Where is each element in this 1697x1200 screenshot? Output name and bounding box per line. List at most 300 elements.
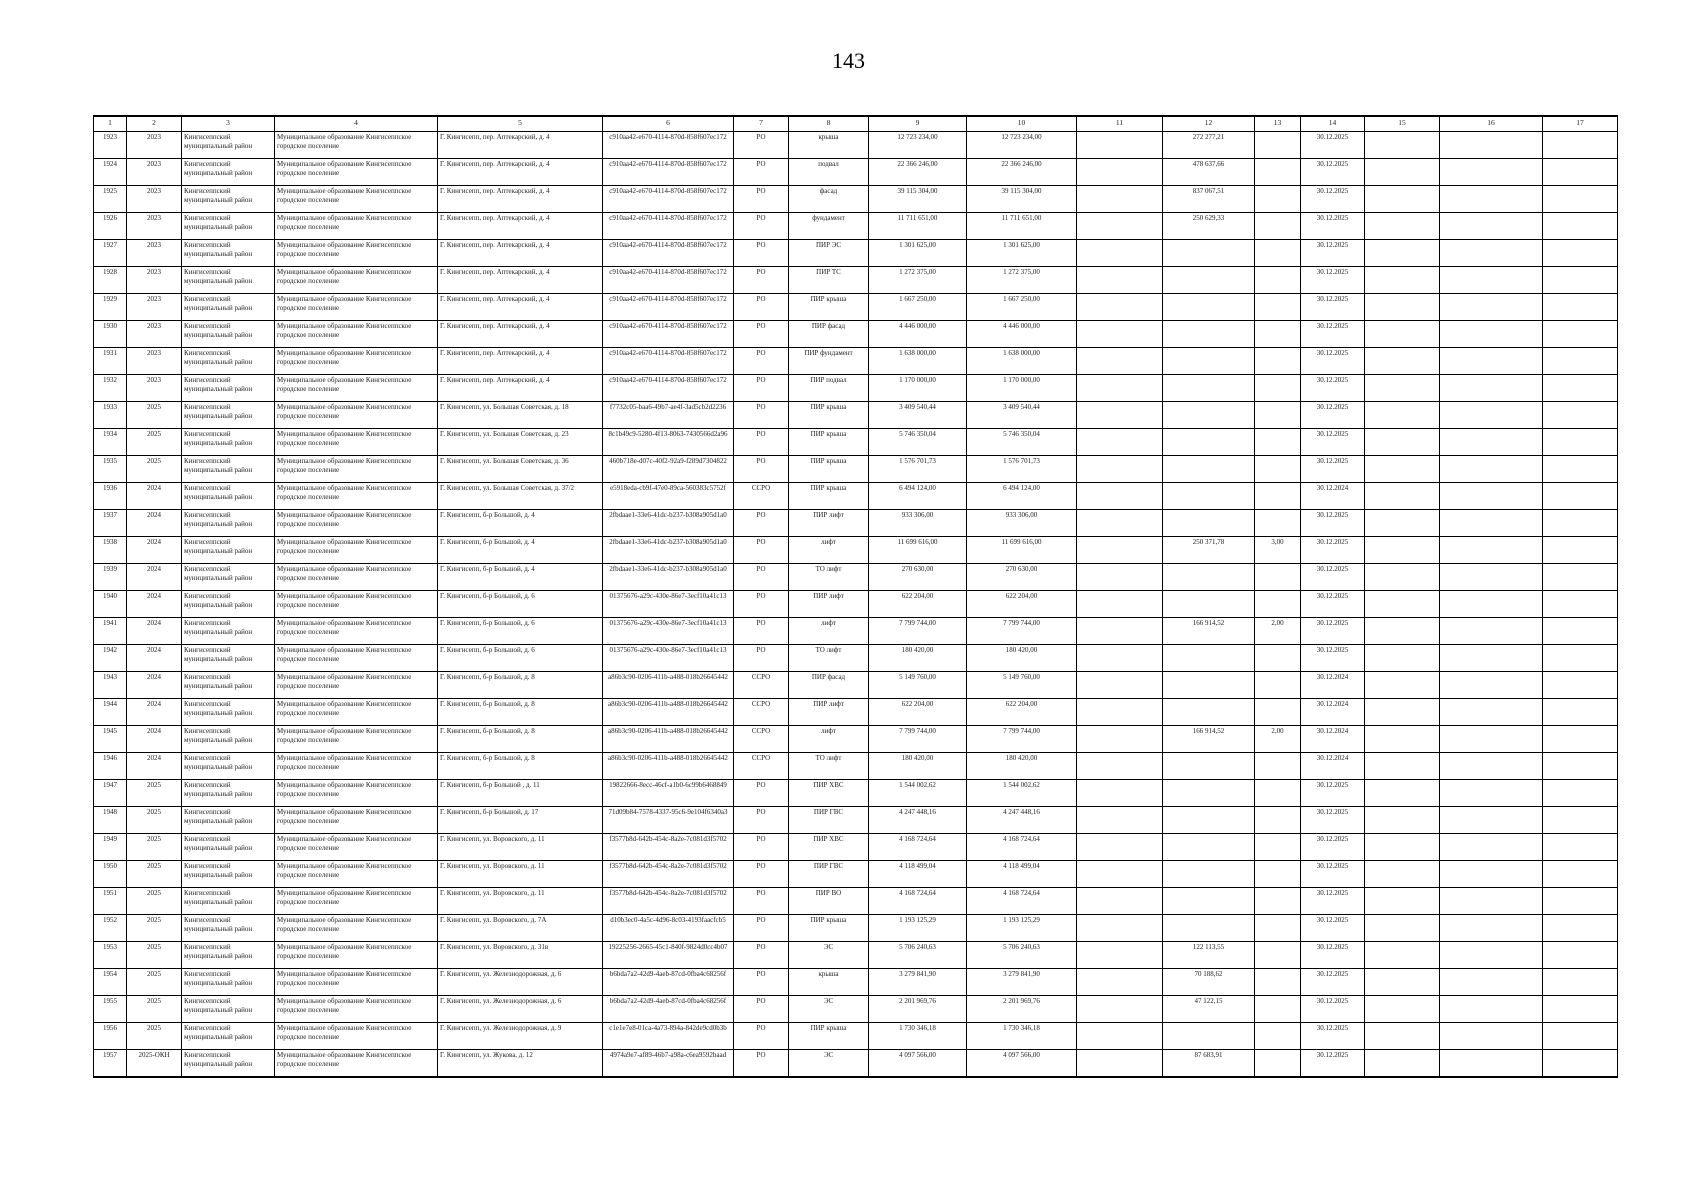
cell-col-7: РО — [734, 1023, 789, 1050]
cell-col-13: 2,00 — [1255, 726, 1301, 753]
cell-col-5: Г. Кингисепп, пер. Аптекарский, д. 4 — [438, 294, 603, 321]
cell-col-14: 30.12.2025 — [1301, 807, 1365, 834]
cell-col-16 — [1440, 645, 1543, 672]
cell-col-15 — [1365, 537, 1440, 564]
cell-col-12 — [1163, 645, 1255, 672]
cell-col-10: 4 097 566,00 — [967, 1050, 1077, 1078]
column-number-11: 11 — [1077, 116, 1163, 132]
table-row — [94, 672, 1618, 699]
cell-col-11 — [1077, 726, 1163, 753]
cell-col-11 — [1077, 375, 1163, 402]
cell-col-4: Муниципальное образование Кингисеппское городское поселение — [275, 537, 438, 564]
cell-col-1: 1935 — [94, 456, 127, 483]
cell-col-2: 2025 — [127, 996, 182, 1023]
cell-col-1: 1937 — [94, 510, 127, 537]
cell-col-14: 30.12.2025 — [1301, 861, 1365, 888]
cell-col-10: 6 494 124,00 — [967, 483, 1077, 510]
table-row — [94, 456, 1618, 483]
cell-col-6: c910aa42-e670-4114-870d-858f607ec172 — [603, 186, 734, 213]
cell-col-12 — [1163, 564, 1255, 591]
cell-col-4: Муниципальное образование Кингисеппское городское поселение — [275, 1050, 438, 1078]
cell-col-4: Муниципальное образование Кингисеппское городское поселение — [275, 510, 438, 537]
cell-col-8: крыша — [789, 132, 869, 159]
cell-col-12 — [1163, 672, 1255, 699]
cell-col-14: 30.12.2024 — [1301, 753, 1365, 780]
cell-col-5: Г. Кингисепп, б-р Большой, д. 6 — [438, 618, 603, 645]
column-number-14: 14 — [1301, 116, 1365, 132]
cell-col-11 — [1077, 888, 1163, 915]
cell-col-1: 1956 — [94, 1023, 127, 1050]
table-body — [94, 132, 1618, 1078]
cell-col-13 — [1255, 321, 1301, 348]
cell-col-5: Г. Кингисепп, пер. Аптекарский, д. 4 — [438, 267, 603, 294]
cell-col-7: РО — [734, 429, 789, 456]
cell-col-10: 4 118 499,04 — [967, 861, 1077, 888]
cell-col-12: 166 914,52 — [1163, 618, 1255, 645]
cell-col-2: 2024 — [127, 537, 182, 564]
cell-col-7: РО — [734, 213, 789, 240]
cell-col-7: ССРО — [734, 483, 789, 510]
cell-col-11 — [1077, 240, 1163, 267]
cell-col-4: Муниципальное образование Кингисеппское городское поселение — [275, 240, 438, 267]
cell-col-10: 7 799 744,00 — [967, 618, 1077, 645]
cell-col-12 — [1163, 483, 1255, 510]
cell-col-6: c910aa42-e670-4114-870d-858f607ec172 — [603, 132, 734, 159]
cell-col-9: 1 544 002,62 — [869, 780, 967, 807]
cell-col-3: Кингисеппский муниципальный район — [182, 132, 275, 159]
cell-col-6: c910aa42-e670-4114-870d-858f607ec172 — [603, 240, 734, 267]
cell-col-11 — [1077, 672, 1163, 699]
cell-col-14: 30.12.2024 — [1301, 699, 1365, 726]
cell-col-7: ССРО — [734, 726, 789, 753]
cell-col-8: ПИР ЭС — [789, 240, 869, 267]
cell-col-1: 1940 — [94, 591, 127, 618]
cell-col-7: РО — [734, 1050, 789, 1078]
cell-col-8: ПИР ХВС — [789, 780, 869, 807]
cell-col-13 — [1255, 753, 1301, 780]
cell-col-12 — [1163, 375, 1255, 402]
cell-col-13 — [1255, 456, 1301, 483]
cell-col-1: 1938 — [94, 537, 127, 564]
cell-col-7: РО — [734, 294, 789, 321]
cell-col-13 — [1255, 699, 1301, 726]
column-number-10: 10 — [967, 116, 1077, 132]
cell-col-15 — [1365, 753, 1440, 780]
table-row — [94, 1023, 1618, 1050]
cell-col-8: ПИР лифт — [789, 591, 869, 618]
table-row — [94, 321, 1618, 348]
cell-col-12 — [1163, 699, 1255, 726]
cell-col-7: РО — [734, 942, 789, 969]
cell-col-3: Кингисеппский муниципальный район — [182, 780, 275, 807]
cell-col-13 — [1255, 915, 1301, 942]
cell-col-4: Муниципальное образование Кингисеппское городское поселение — [275, 915, 438, 942]
cell-col-13 — [1255, 861, 1301, 888]
cell-col-14: 30.12.2025 — [1301, 591, 1365, 618]
cell-col-15 — [1365, 996, 1440, 1023]
cell-col-11 — [1077, 186, 1163, 213]
cell-col-3: Кингисеппский муниципальный район — [182, 915, 275, 942]
cell-col-2: 2023 — [127, 240, 182, 267]
cell-col-5: Г. Кингисепп, пер. Аптекарский, д. 4 — [438, 348, 603, 375]
table-row — [94, 888, 1618, 915]
cell-col-11 — [1077, 456, 1163, 483]
cell-col-17 — [1543, 483, 1618, 510]
cell-col-15 — [1365, 510, 1440, 537]
cell-col-6: d10b3ec0-4a5c-4d96-8c03-4193faacfcb5 — [603, 915, 734, 942]
cell-col-2: 2023 — [127, 348, 182, 375]
cell-col-12 — [1163, 510, 1255, 537]
cell-col-14: 30.12.2025 — [1301, 1023, 1365, 1050]
cell-col-10: 4 168 724,64 — [967, 834, 1077, 861]
cell-col-16 — [1440, 132, 1543, 159]
table-row — [94, 564, 1618, 591]
cell-col-17 — [1543, 1023, 1618, 1050]
cell-col-15 — [1365, 321, 1440, 348]
cell-col-14: 30.12.2025 — [1301, 888, 1365, 915]
cell-col-5: Г. Кингисепп, ул. Большая Советская, д. 37/2 — [438, 483, 603, 510]
cell-col-1: 1949 — [94, 834, 127, 861]
register-table — [93, 115, 1618, 1078]
cell-col-3: Кингисеппский муниципальный район — [182, 942, 275, 969]
cell-col-15 — [1365, 645, 1440, 672]
table-row — [94, 240, 1618, 267]
cell-col-12 — [1163, 753, 1255, 780]
column-number-15: 15 — [1365, 116, 1440, 132]
cell-col-2: 2025 — [127, 807, 182, 834]
cell-col-12 — [1163, 429, 1255, 456]
cell-col-6: f7732c05-baa6-49b7-ae4f-3ad5cb2d2236 — [603, 402, 734, 429]
cell-col-14: 30.12.2025 — [1301, 321, 1365, 348]
cell-col-11 — [1077, 780, 1163, 807]
column-number-4: 4 — [275, 116, 438, 132]
cell-col-17 — [1543, 969, 1618, 996]
cell-col-12: 166 914,52 — [1163, 726, 1255, 753]
cell-col-1: 1944 — [94, 699, 127, 726]
cell-col-8: ПИР крыша — [789, 483, 869, 510]
cell-col-17 — [1543, 888, 1618, 915]
cell-col-11 — [1077, 159, 1163, 186]
cell-col-5: Г. Кингисепп, б-р Большой , д. 11 — [438, 780, 603, 807]
table-row — [94, 537, 1618, 564]
cell-col-6: a86b3c90-0206-411b-a488-018b26645442 — [603, 726, 734, 753]
table-row — [94, 267, 1618, 294]
cell-col-5: Г. Кингисепп, б-р Большой, д. 6 — [438, 645, 603, 672]
cell-col-16 — [1440, 375, 1543, 402]
cell-col-16 — [1440, 726, 1543, 753]
cell-col-6: 19822666-8ecc-46cf-a1b0-6c99b6468849 — [603, 780, 734, 807]
cell-col-5: Г. Кингисепп, ул. Воровского, д. 31в — [438, 942, 603, 969]
cell-col-16 — [1440, 267, 1543, 294]
cell-col-6: 460b718e-d07c-40f2-92a9-f289d7304822 — [603, 456, 734, 483]
cell-col-5: Г. Кингисепп, б-р Большой, д. 8 — [438, 726, 603, 753]
cell-col-15 — [1365, 375, 1440, 402]
cell-col-5: Г. Кингисепп, б-р Большой, д. 4 — [438, 564, 603, 591]
table-row — [94, 618, 1618, 645]
cell-col-1: 1939 — [94, 564, 127, 591]
cell-col-7: РО — [734, 915, 789, 942]
cell-col-11 — [1077, 861, 1163, 888]
cell-col-12 — [1163, 807, 1255, 834]
cell-col-6: 2fbdaae1-33e6-41dc-b237-b308a905d1a0 — [603, 564, 734, 591]
cell-col-14: 30.12.2025 — [1301, 969, 1365, 996]
cell-col-16 — [1440, 753, 1543, 780]
cell-col-13 — [1255, 483, 1301, 510]
cell-col-9: 1 193 125,29 — [869, 915, 967, 942]
cell-col-8: ПИР ХВС — [789, 834, 869, 861]
cell-col-17 — [1543, 159, 1618, 186]
cell-col-15 — [1365, 861, 1440, 888]
cell-col-6: c910aa42-e670-4114-870d-858f607ec172 — [603, 348, 734, 375]
cell-col-7: РО — [734, 402, 789, 429]
cell-col-13 — [1255, 294, 1301, 321]
cell-col-4: Муниципальное образование Кингисеппское городское поселение — [275, 186, 438, 213]
cell-col-12: 47 122,15 — [1163, 996, 1255, 1023]
cell-col-11 — [1077, 348, 1163, 375]
cell-col-17 — [1543, 942, 1618, 969]
cell-col-5: Г. Кингисепп, б-р Большой, д. 17 — [438, 807, 603, 834]
cell-col-11 — [1077, 429, 1163, 456]
cell-col-13 — [1255, 429, 1301, 456]
cell-col-7: РО — [734, 564, 789, 591]
column-number-2: 2 — [127, 116, 182, 132]
cell-col-6: f3577b8d-642b-454c-8a2e-7c081d3f5702 — [603, 861, 734, 888]
cell-col-13 — [1255, 510, 1301, 537]
cell-col-8: ТО лифт — [789, 753, 869, 780]
cell-col-6: c910aa42-e670-4114-870d-858f607ec172 — [603, 321, 734, 348]
cell-col-15 — [1365, 888, 1440, 915]
cell-col-13 — [1255, 996, 1301, 1023]
cell-col-9: 4 446 000,00 — [869, 321, 967, 348]
cell-col-5: Г. Кингисепп, ул. Большая Советская, д. 36 — [438, 456, 603, 483]
cell-col-15 — [1365, 618, 1440, 645]
cell-col-6: f3577b8d-642b-454c-8a2e-7c081d3f5702 — [603, 888, 734, 915]
cell-col-14: 30.12.2025 — [1301, 942, 1365, 969]
cell-col-9: 1 667 250,00 — [869, 294, 967, 321]
cell-col-2: 2025 — [127, 1023, 182, 1050]
cell-col-1: 1925 — [94, 186, 127, 213]
cell-col-2: 2025 — [127, 888, 182, 915]
cell-col-10: 11 699 616,00 — [967, 537, 1077, 564]
cell-col-16 — [1440, 780, 1543, 807]
cell-col-3: Кингисеппский муниципальный район — [182, 753, 275, 780]
table-row — [94, 402, 1618, 429]
cell-col-8: ПИР ВО — [789, 888, 869, 915]
cell-col-9: 270 630,00 — [869, 564, 967, 591]
cell-col-7: РО — [734, 267, 789, 294]
cell-col-6: a86b3c90-0206-411b-a488-018b26645442 — [603, 672, 734, 699]
cell-col-9: 6 494 124,00 — [869, 483, 967, 510]
cell-col-6: b6bda7a2-42d9-4aeb-87cd-0fba4c68256f — [603, 969, 734, 996]
table-row — [94, 834, 1618, 861]
column-number-5: 5 — [438, 116, 603, 132]
page-number: 143 — [832, 48, 865, 73]
cell-col-5: Г. Кингисепп, пер. Аптекарский, д. 4 — [438, 186, 603, 213]
cell-col-7: РО — [734, 861, 789, 888]
cell-col-11 — [1077, 564, 1163, 591]
cell-col-8: ЭС — [789, 1050, 869, 1078]
cell-col-9: 3 279 841,90 — [869, 969, 967, 996]
cell-col-13 — [1255, 159, 1301, 186]
cell-col-6: 01375676-a29c-430e-86e7-3ecf10a41c13 — [603, 618, 734, 645]
cell-col-1: 1933 — [94, 402, 127, 429]
column-number-8: 8 — [789, 116, 869, 132]
cell-col-8: ПИР подвал — [789, 375, 869, 402]
cell-col-11 — [1077, 510, 1163, 537]
cell-col-4: Муниципальное образование Кингисеппское городское поселение — [275, 969, 438, 996]
cell-col-17 — [1543, 645, 1618, 672]
cell-col-6: b6bda7a2-42d9-4aeb-87cd-0fba4c68256f — [603, 996, 734, 1023]
cell-col-3: Кингисеппский муниципальный район — [182, 267, 275, 294]
cell-col-2: 2023 — [127, 186, 182, 213]
cell-col-16 — [1440, 618, 1543, 645]
cell-col-1: 1928 — [94, 267, 127, 294]
cell-col-11 — [1077, 942, 1163, 969]
cell-col-9: 11 711 651,00 — [869, 213, 967, 240]
column-number-12: 12 — [1163, 116, 1255, 132]
cell-col-4: Муниципальное образование Кингисеппское городское поселение — [275, 888, 438, 915]
cell-col-15 — [1365, 240, 1440, 267]
cell-col-13 — [1255, 564, 1301, 591]
cell-col-2: 2023 — [127, 159, 182, 186]
cell-col-8: ПИР крыша — [789, 1023, 869, 1050]
cell-col-12 — [1163, 888, 1255, 915]
cell-col-1: 1942 — [94, 645, 127, 672]
cell-col-15 — [1365, 591, 1440, 618]
cell-col-3: Кингисеппский муниципальный район — [182, 294, 275, 321]
cell-col-5: Г. Кингисепп, б-р Большой, д. 8 — [438, 672, 603, 699]
cell-col-7: РО — [734, 591, 789, 618]
cell-col-14: 30.12.2025 — [1301, 375, 1365, 402]
cell-col-4: Муниципальное образование Кингисеппское городское поселение — [275, 861, 438, 888]
cell-col-2: 2025 — [127, 915, 182, 942]
cell-col-4: Муниципальное образование Кингисеппское городское поселение — [275, 645, 438, 672]
cell-col-3: Кингисеппский муниципальный район — [182, 159, 275, 186]
cell-col-17 — [1543, 429, 1618, 456]
cell-col-1: 1954 — [94, 969, 127, 996]
cell-col-8: ЭС — [789, 942, 869, 969]
cell-col-14: 30.12.2025 — [1301, 267, 1365, 294]
cell-col-2: 2025 — [127, 942, 182, 969]
cell-col-17 — [1543, 564, 1618, 591]
table-row — [94, 132, 1618, 159]
cell-col-8: ПИР ГВС — [789, 807, 869, 834]
cell-col-14: 30.12.2025 — [1301, 564, 1365, 591]
cell-col-17 — [1543, 267, 1618, 294]
cell-col-5: Г. Кингисепп, ул. Железнодорожная, д. 9 — [438, 1023, 603, 1050]
cell-col-7: РО — [734, 645, 789, 672]
cell-col-5: Г. Кингисепп, б-р Большой, д. 8 — [438, 753, 603, 780]
cell-col-8: ЭС — [789, 996, 869, 1023]
cell-col-1: 1926 — [94, 213, 127, 240]
cell-col-1: 1934 — [94, 429, 127, 456]
cell-col-13 — [1255, 132, 1301, 159]
cell-col-6: 4974a9e7-af89-46b7-a98a-c6ea9592baad — [603, 1050, 734, 1078]
cell-col-16 — [1440, 699, 1543, 726]
cell-col-9: 180 420,00 — [869, 753, 967, 780]
cell-col-1: 1924 — [94, 159, 127, 186]
cell-col-7: РО — [734, 348, 789, 375]
cell-col-5: Г. Кингисепп, ул. Большая Советская, д. 18 — [438, 402, 603, 429]
cell-col-2: 2024 — [127, 753, 182, 780]
cell-col-2: 2024 — [127, 672, 182, 699]
cell-col-8: ПИР лифт — [789, 510, 869, 537]
cell-col-9: 5 149 760,00 — [869, 672, 967, 699]
cell-col-4: Муниципальное образование Кингисеппское городское поселение — [275, 699, 438, 726]
cell-col-2: 2024 — [127, 645, 182, 672]
cell-col-8: ПИР фасад — [789, 321, 869, 348]
cell-col-9: 7 799 744,00 — [869, 726, 967, 753]
cell-col-2: 2024 — [127, 726, 182, 753]
cell-col-1: 1951 — [94, 888, 127, 915]
cell-col-10: 7 799 744,00 — [967, 726, 1077, 753]
cell-col-3: Кингисеппский муниципальный район — [182, 1023, 275, 1050]
cell-col-15 — [1365, 213, 1440, 240]
cell-col-10: 1 544 002,62 — [967, 780, 1077, 807]
cell-col-3: Кингисеппский муниципальный район — [182, 348, 275, 375]
cell-col-7: РО — [734, 969, 789, 996]
cell-col-5: Г. Кингисепп, ул. Большая Советская, д. 23 — [438, 429, 603, 456]
cell-col-16 — [1440, 402, 1543, 429]
cell-col-10: 1 193 125,29 — [967, 915, 1077, 942]
cell-col-15 — [1365, 726, 1440, 753]
cell-col-15 — [1365, 483, 1440, 510]
table-row — [94, 294, 1618, 321]
table-row — [94, 645, 1618, 672]
cell-col-10: 12 723 234,00 — [967, 132, 1077, 159]
cell-col-10: 5 149 760,00 — [967, 672, 1077, 699]
cell-col-7: РО — [734, 186, 789, 213]
cell-col-15 — [1365, 969, 1440, 996]
cell-col-5: Г. Кингисепп, б-р Большой, д. 8 — [438, 699, 603, 726]
cell-col-5: Г. Кингисепп, б-р Большой, д. 6 — [438, 591, 603, 618]
cell-col-8: ПИР крыша — [789, 456, 869, 483]
table-row — [94, 807, 1618, 834]
cell-col-10: 1 301 625,00 — [967, 240, 1077, 267]
cell-col-9: 4 097 566,00 — [869, 1050, 967, 1078]
cell-col-11 — [1077, 537, 1163, 564]
cell-col-3: Кингисеппский муниципальный район — [182, 483, 275, 510]
cell-col-2: 2025 — [127, 834, 182, 861]
cell-col-13 — [1255, 375, 1301, 402]
cell-col-17 — [1543, 780, 1618, 807]
cell-col-16 — [1440, 834, 1543, 861]
cell-col-12 — [1163, 321, 1255, 348]
table-row — [94, 375, 1618, 402]
cell-col-17 — [1543, 672, 1618, 699]
cell-col-9: 180 420,00 — [869, 645, 967, 672]
cell-col-8: лифт — [789, 537, 869, 564]
cell-col-15 — [1365, 807, 1440, 834]
cell-col-9: 39 115 304,00 — [869, 186, 967, 213]
cell-col-9: 1 576 701,73 — [869, 456, 967, 483]
cell-col-16 — [1440, 564, 1543, 591]
cell-col-11 — [1077, 915, 1163, 942]
cell-col-15 — [1365, 186, 1440, 213]
cell-col-2: 2023 — [127, 267, 182, 294]
cell-col-3: Кингисеппский муниципальный район — [182, 1050, 275, 1078]
cell-col-2: 2025 — [127, 429, 182, 456]
cell-col-14: 30.12.2025 — [1301, 456, 1365, 483]
table-row — [94, 348, 1618, 375]
cell-col-13: 3,00 — [1255, 537, 1301, 564]
cell-col-6: 2fbdaae1-33e6-41dc-b237-b308a905d1a0 — [603, 537, 734, 564]
cell-col-13 — [1255, 240, 1301, 267]
cell-col-16 — [1440, 294, 1543, 321]
cell-col-12: 837 067,51 — [1163, 186, 1255, 213]
cell-col-10: 1 576 701,73 — [967, 456, 1077, 483]
cell-col-16 — [1440, 942, 1543, 969]
